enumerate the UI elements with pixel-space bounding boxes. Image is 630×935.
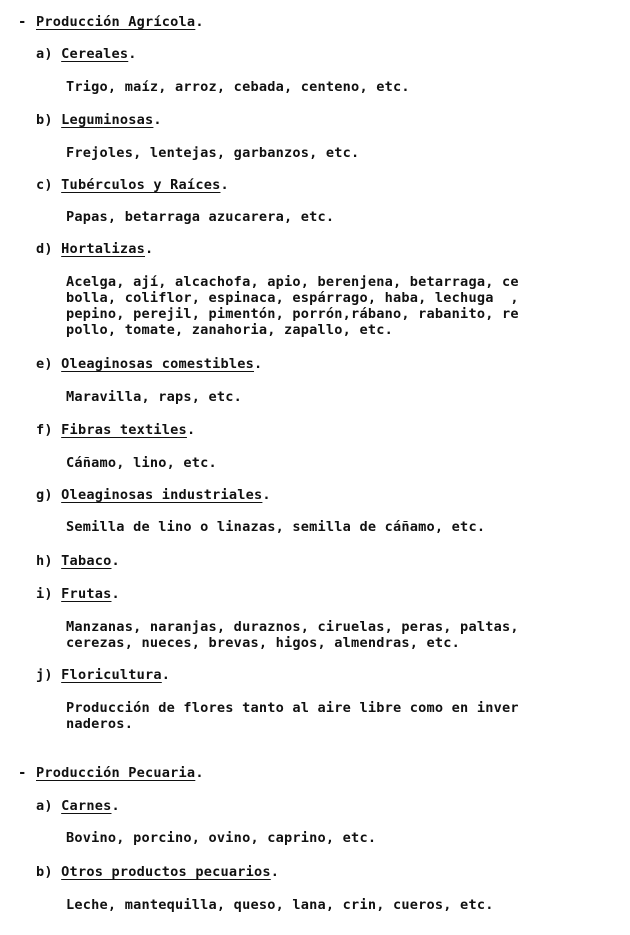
item-letter: a) xyxy=(36,46,53,62)
item-body-line: Frejoles, lentejas, garbanzos, etc. xyxy=(66,145,360,161)
item-heading xyxy=(36,46,137,62)
item-heading-text: Tabaco xyxy=(61,553,112,569)
item-body-line: Papas, betarraga azucarera, etc. xyxy=(66,209,335,225)
item-body-line: Acelga, ají, alcachofa, apio, berenjena, betarraga, ce xyxy=(66,274,519,290)
item-heading-punct: . xyxy=(111,798,120,814)
item-heading-text: Tubérculos y Raíces xyxy=(61,177,221,193)
item-letter: b) xyxy=(36,112,53,128)
item-heading xyxy=(36,553,120,569)
item-heading-text: Carnes xyxy=(61,798,112,814)
item-body-line: Leche, mantequilla, queso, lana, crin, cueros, etc. xyxy=(66,897,494,913)
item-heading-text: Floricultura xyxy=(61,667,162,683)
item-heading-text: Otros productos pecuarios xyxy=(61,864,271,880)
item-heading-text: Oleaginosas comestibles xyxy=(61,356,255,372)
section-title xyxy=(36,765,204,781)
item-heading-punct: . xyxy=(220,177,229,193)
item-heading xyxy=(36,356,262,372)
item-heading xyxy=(36,177,229,193)
item-letter: d) xyxy=(36,241,53,257)
item-body xyxy=(66,389,606,405)
item-heading-punct: . xyxy=(262,487,271,503)
item-body-line: Semilla de lino o linazas, semilla de cáñamo, etc. xyxy=(66,519,486,535)
item-letter: a) xyxy=(36,798,53,814)
item-body-line: cerezas, nueces, brevas, higos, almendras, etc. xyxy=(66,635,461,651)
item-letter: f) xyxy=(36,422,53,438)
item-heading-text: Oleaginosas industriales xyxy=(61,487,263,503)
item-body xyxy=(66,145,606,161)
item-body-line: Bovino, porcino, ovino, caprino, etc. xyxy=(66,830,377,846)
section-title-punct: . xyxy=(195,765,204,781)
item-letter: j) xyxy=(36,667,53,683)
item-heading xyxy=(36,864,279,880)
item-heading xyxy=(36,798,120,814)
item-body-line: Manzanas, naranjas, duraznos, ciruelas, peras, paltas, xyxy=(66,619,519,635)
item-body-line: pepino, perejil, pimentón, porrón,rábano, rabanito, re xyxy=(66,306,519,322)
item-heading xyxy=(36,241,153,257)
item-body-line: bolla, coliflor, espinaca, espárrago, haba, lechuga , xyxy=(66,290,519,306)
item-body xyxy=(66,209,606,225)
section-title-text: Producción Pecuaria xyxy=(36,765,196,781)
item-letter: g) xyxy=(36,487,53,503)
item-heading-punct: . xyxy=(254,356,263,372)
item-heading xyxy=(36,422,195,438)
item-heading-punct: . xyxy=(111,586,120,602)
item-heading xyxy=(36,586,120,602)
item-heading xyxy=(36,112,162,128)
item-heading-punct: . xyxy=(161,667,171,683)
item-letter: c) xyxy=(36,177,53,193)
item-heading-punct: . xyxy=(145,241,154,257)
item-body-line: Trigo, maíz, arroz, cebada, centeno, etc. xyxy=(66,79,410,95)
item-body xyxy=(66,830,606,846)
item-heading-punct: . xyxy=(186,422,196,438)
item-heading-text: Frutas xyxy=(61,586,112,602)
item-body xyxy=(66,274,606,338)
item-heading-text: Cereales xyxy=(61,46,129,62)
item-heading-punct: . xyxy=(153,112,162,128)
item-heading-text: Fibras textiles xyxy=(61,422,187,438)
item-body xyxy=(66,79,606,95)
item-body xyxy=(66,700,606,732)
section-dash: - xyxy=(18,765,27,781)
item-letter: b) xyxy=(36,864,53,880)
item-heading-text: Leguminosas xyxy=(61,112,154,128)
item-letter: i) xyxy=(36,586,53,602)
item-body xyxy=(66,619,606,651)
item-body-line: Cáñamo, lino, etc. xyxy=(66,455,217,471)
item-body-line: naderos. xyxy=(66,716,134,732)
item-body-line: Maravilla, raps, etc. xyxy=(66,389,243,405)
item-heading xyxy=(36,487,271,503)
section-dash: - xyxy=(18,14,27,30)
item-letter: e) xyxy=(36,356,53,372)
section-title xyxy=(36,14,204,30)
section-title-punct: . xyxy=(195,14,204,30)
item-letter: h) xyxy=(36,553,53,569)
item-body xyxy=(66,897,606,913)
item-heading-punct: . xyxy=(270,864,280,880)
item-heading-punct: . xyxy=(111,553,120,569)
item-body xyxy=(66,519,606,535)
item-body-line: Producción de flores tanto al aire libre como en inver xyxy=(66,700,519,716)
item-heading xyxy=(36,667,170,683)
item-body-line: pollo, tomate, zanahoria, zapallo, etc. xyxy=(66,322,393,338)
section-title-text: Producción Agrícola xyxy=(36,14,196,30)
item-heading-punct: . xyxy=(128,46,137,62)
item-body xyxy=(66,455,606,471)
item-heading-text: Hortalizas xyxy=(61,241,146,257)
